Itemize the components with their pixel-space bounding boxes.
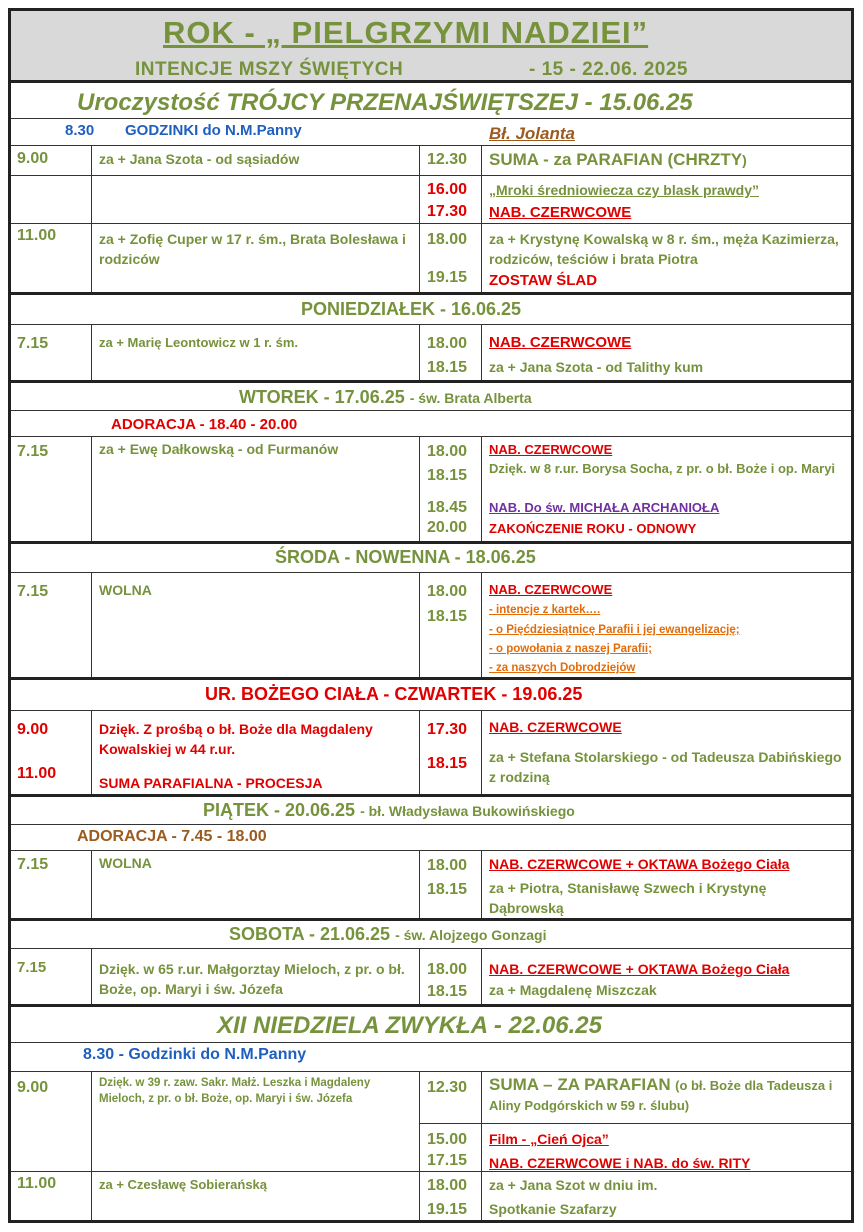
event-text: NAB. CZERWCOWE: [489, 334, 632, 351]
time-label: 18.45: [427, 499, 468, 516]
novena-intention: - o Pięćdziesiątnicę Parafii i jej ewangelizację;: [489, 624, 740, 636]
column-divider: [91, 850, 92, 918]
column-divider: [419, 1071, 420, 1220]
intention-text: za + Jana Szot w dniu im.: [489, 1177, 658, 1193]
event-text: „Mroki średniowiecza czy blask prawdy”: [489, 182, 759, 198]
divider: [11, 436, 851, 437]
time-label: 18.00: [427, 231, 468, 248]
friday-title: PIĄTEK - 20.06.25 - bł. Władysława Bukowińskiego: [203, 800, 575, 820]
column-divider: [91, 710, 92, 794]
intention-text: za + Jana Szota - od Talithy kum: [489, 359, 704, 375]
event-text: Film - „Cień Ojca”: [489, 1131, 609, 1147]
column-divider: [91, 145, 92, 292]
schedule-sheet: [8, 8, 854, 1223]
section-divider: [11, 380, 851, 383]
divider: [11, 1171, 851, 1172]
time-label: 9.00: [17, 150, 49, 167]
divider: [11, 324, 851, 325]
time-label: 18.15: [427, 608, 468, 625]
event-text: NAB. CZERWCOWE i NAB. do św. RITY: [489, 1155, 751, 1171]
sunday1-godzinki: GODZINKI do N.M.Panny: [125, 122, 302, 139]
tuesday-title: WTOREK - 17.06.25 - św. Brata Alberta: [239, 387, 532, 407]
column-divider: [419, 710, 420, 794]
divider: [11, 850, 851, 851]
column-divider: [481, 572, 482, 677]
time-label: 18.15: [427, 359, 468, 376]
column-divider: [91, 436, 92, 541]
divider: [419, 1123, 851, 1124]
column-divider: [481, 145, 482, 292]
intention-text: Spotkanie Szafarzy: [489, 1201, 617, 1217]
header-subtitle-left: INTENCJE MSZY ŚWIĘTYCH: [135, 59, 404, 80]
intention-text: WOLNA: [99, 855, 152, 871]
header-subtitle-right: - 15 - 22.06. 2025: [529, 59, 688, 80]
intention-text: Dzięk. w 39 r. zaw. Sakr. Małż. Leszka i Magdaleny Mieloch, z pr. o bł. Boże, op. Maryi i św. Józefa: [99, 1077, 371, 1105]
event-text: NAB. CZERWCOWE + OKTAWA Bożego Ciała: [489, 961, 790, 977]
divider: [11, 1042, 851, 1043]
section-divider: [11, 292, 851, 295]
section-divider: [11, 794, 851, 797]
time-label: 18.15: [427, 881, 468, 898]
event-text: NAB. CZERWCOWE: [489, 204, 632, 221]
divider: [11, 824, 851, 825]
time-label: 18.15: [427, 755, 468, 772]
intention-text: Dzięk. w 65 r.ur. Małgorztay Mieloch, z pr. o bł. Boże, op. Maryi i św. Józefa: [99, 961, 405, 997]
time-label: 18.00: [427, 335, 468, 352]
divider: [11, 145, 851, 146]
intention-text: WOLNA: [99, 582, 152, 598]
time-label: 18.00: [427, 1177, 468, 1194]
divider: [11, 223, 851, 224]
column-divider: [91, 948, 92, 1004]
event-text: NAB. CZERWCOWE: [489, 719, 622, 735]
column-divider: [91, 572, 92, 677]
saturday-title: SOBOTA - 21.06.25 - św. Alojzego Gonzagi: [229, 924, 547, 944]
time-label: 7.15: [17, 443, 49, 460]
event-text: NAB. CZERWCOWE: [489, 582, 613, 597]
novena-intention: - intencje z kartek….: [489, 604, 601, 616]
intention-text: za + Magdalenę Miszczak: [489, 982, 657, 998]
intention-text: za + Jana Szota - od sąsiadów: [99, 151, 300, 167]
time-label: 18.15: [427, 983, 468, 1000]
divider: [11, 175, 851, 176]
divider: [11, 410, 851, 411]
divider: [11, 710, 851, 711]
column-divider: [481, 850, 482, 918]
year-title: ROK - „ PIELGRZYMI NADZIEI”: [163, 15, 649, 50]
column-divider: [481, 436, 482, 541]
section-divider: [11, 918, 851, 921]
divider: [11, 1071, 851, 1072]
event-text: ZOSTAW ŚLAD: [489, 272, 598, 289]
time-label: 16.00: [427, 181, 468, 198]
event-text: NAB. CZERWCOWE: [489, 442, 613, 457]
intention-text: za + Piotra, Stanisławę Szwech i Krystynę Dąbrowską: [489, 880, 767, 916]
intention-text: Dzięk. Z prośbą o bł. Boże dla Magdaleny Kowalskiej w 44 r.ur.: [99, 721, 373, 757]
time-label: 18.00: [427, 857, 468, 874]
time-label: 19.15: [427, 1201, 468, 1218]
time-label: 18.00: [427, 443, 468, 460]
novena-intention: - za naszych Dobrodziejów: [489, 662, 636, 674]
divider: [11, 118, 851, 119]
column-divider: [419, 145, 420, 292]
column-divider: [91, 1071, 92, 1220]
column-divider: [419, 850, 420, 918]
intention-text: za + Marię Leontowicz w 1 r. śm.: [99, 335, 299, 350]
novena-intention: - o powołania z naszej Parafii;: [489, 643, 652, 655]
intention-text: za + Ewę Dałkowską - od Furmanów: [99, 441, 339, 457]
wednesday-title: ŚRODA - NOWENNA - 18.06.25: [275, 547, 536, 567]
time-label: 18.15: [427, 467, 468, 484]
time-label: 11.00: [17, 765, 57, 782]
time-label: 19.15: [427, 269, 468, 286]
event-text: ZAKOŃCZENIE ROKU - ODNOWY: [489, 521, 697, 536]
time-label: 7.15: [17, 583, 49, 600]
intention-text: Dzięk. w 8 r.ur. Borysa Socha, z pr. o bł. Boże i op. Maryi: [489, 461, 836, 476]
sunday2-title: XII NIEDZIELA ZWYKŁA - 22.06.25: [217, 1012, 602, 1039]
event-text: NAB. Do św. MICHAŁA ARCHANIOŁA: [489, 500, 720, 515]
time-label: 9.00: [17, 721, 49, 738]
time-label: 15.00: [427, 1131, 468, 1148]
time-label: 12.30: [427, 1079, 468, 1096]
sunday1-saint: Bł. Jolanta: [489, 124, 575, 143]
sunday1-godzinki-time: 8.30: [65, 122, 95, 139]
column-divider: [419, 436, 420, 541]
intention-text: za + Stefana Stolarskiego - od Tadeusza Dabińskiego z rodziną: [489, 749, 842, 785]
column-divider: [481, 710, 482, 794]
sunday2-godzinki: 8.30 - Godzinki do N.M.Panny: [83, 1046, 307, 1063]
intention-text: za + Krystynę Kowalską w 8 r. śm., męża Kazimierza, rodziców, teściów i brata Piotra: [489, 231, 839, 267]
time-label: 9.00: [17, 1079, 49, 1096]
time-label: 7.15: [17, 959, 47, 976]
section-divider: [11, 677, 851, 680]
column-divider: [419, 324, 420, 380]
time-label: 18.00: [427, 583, 468, 600]
time-label: 20.00: [427, 519, 468, 536]
time-label: 17.30: [427, 203, 468, 220]
column-divider: [481, 324, 482, 380]
friday-adoration: ADORACJA - 7.45 - 18.00: [77, 828, 267, 845]
time-label: 18.00: [427, 961, 468, 978]
tuesday-adoration: ADORACJA - 18.40 - 20.00: [111, 416, 298, 433]
time-label: 12.30: [427, 151, 468, 168]
time-label: 11.00: [17, 227, 57, 244]
divider: [11, 948, 851, 949]
intention-text: SUMA – ZA PARAFIAN (o bł. Boże dla Tadeusza i Aliny Podgórskich w 59 r. ślubu): [489, 1075, 833, 1113]
section-divider: [11, 1004, 851, 1007]
intention-text: za + Zofię Cuper w 17 r. śm., Brata Bolesława i rodziców: [99, 231, 406, 267]
divider: [11, 572, 851, 573]
column-divider: [419, 572, 420, 677]
time-label: 7.15: [17, 856, 49, 873]
thursday-title: UR. BOŻEGO CIAŁA - CZWARTEK - 19.06.25: [205, 684, 583, 704]
intention-text: za + Czesławę Sobierańską: [99, 1177, 268, 1192]
column-divider: [481, 948, 482, 1004]
time-label: 11.00: [17, 1175, 57, 1192]
event-text: NAB. CZERWCOWE + OKTAWA Bożego Ciała: [489, 856, 790, 872]
time-label: 17.30: [427, 721, 468, 738]
intention-text: SUMA - za PARAFIAN (CHRZTY): [489, 150, 747, 169]
sunday1-title: Uroczystość TRÓJCY PRZENAJŚWIĘTSZEJ - 15.06.25: [77, 89, 693, 116]
section-divider: [11, 541, 851, 544]
monday-title: PONIEDZIAŁEK - 16.06.25: [301, 299, 522, 319]
intention-text: SUMA PARAFIALNA - PROCESJA: [99, 775, 323, 791]
column-divider: [91, 324, 92, 380]
column-divider: [419, 948, 420, 1004]
time-label: 17.15: [427, 1152, 468, 1169]
column-divider: [481, 1071, 482, 1220]
time-label: 7.15: [17, 335, 49, 352]
